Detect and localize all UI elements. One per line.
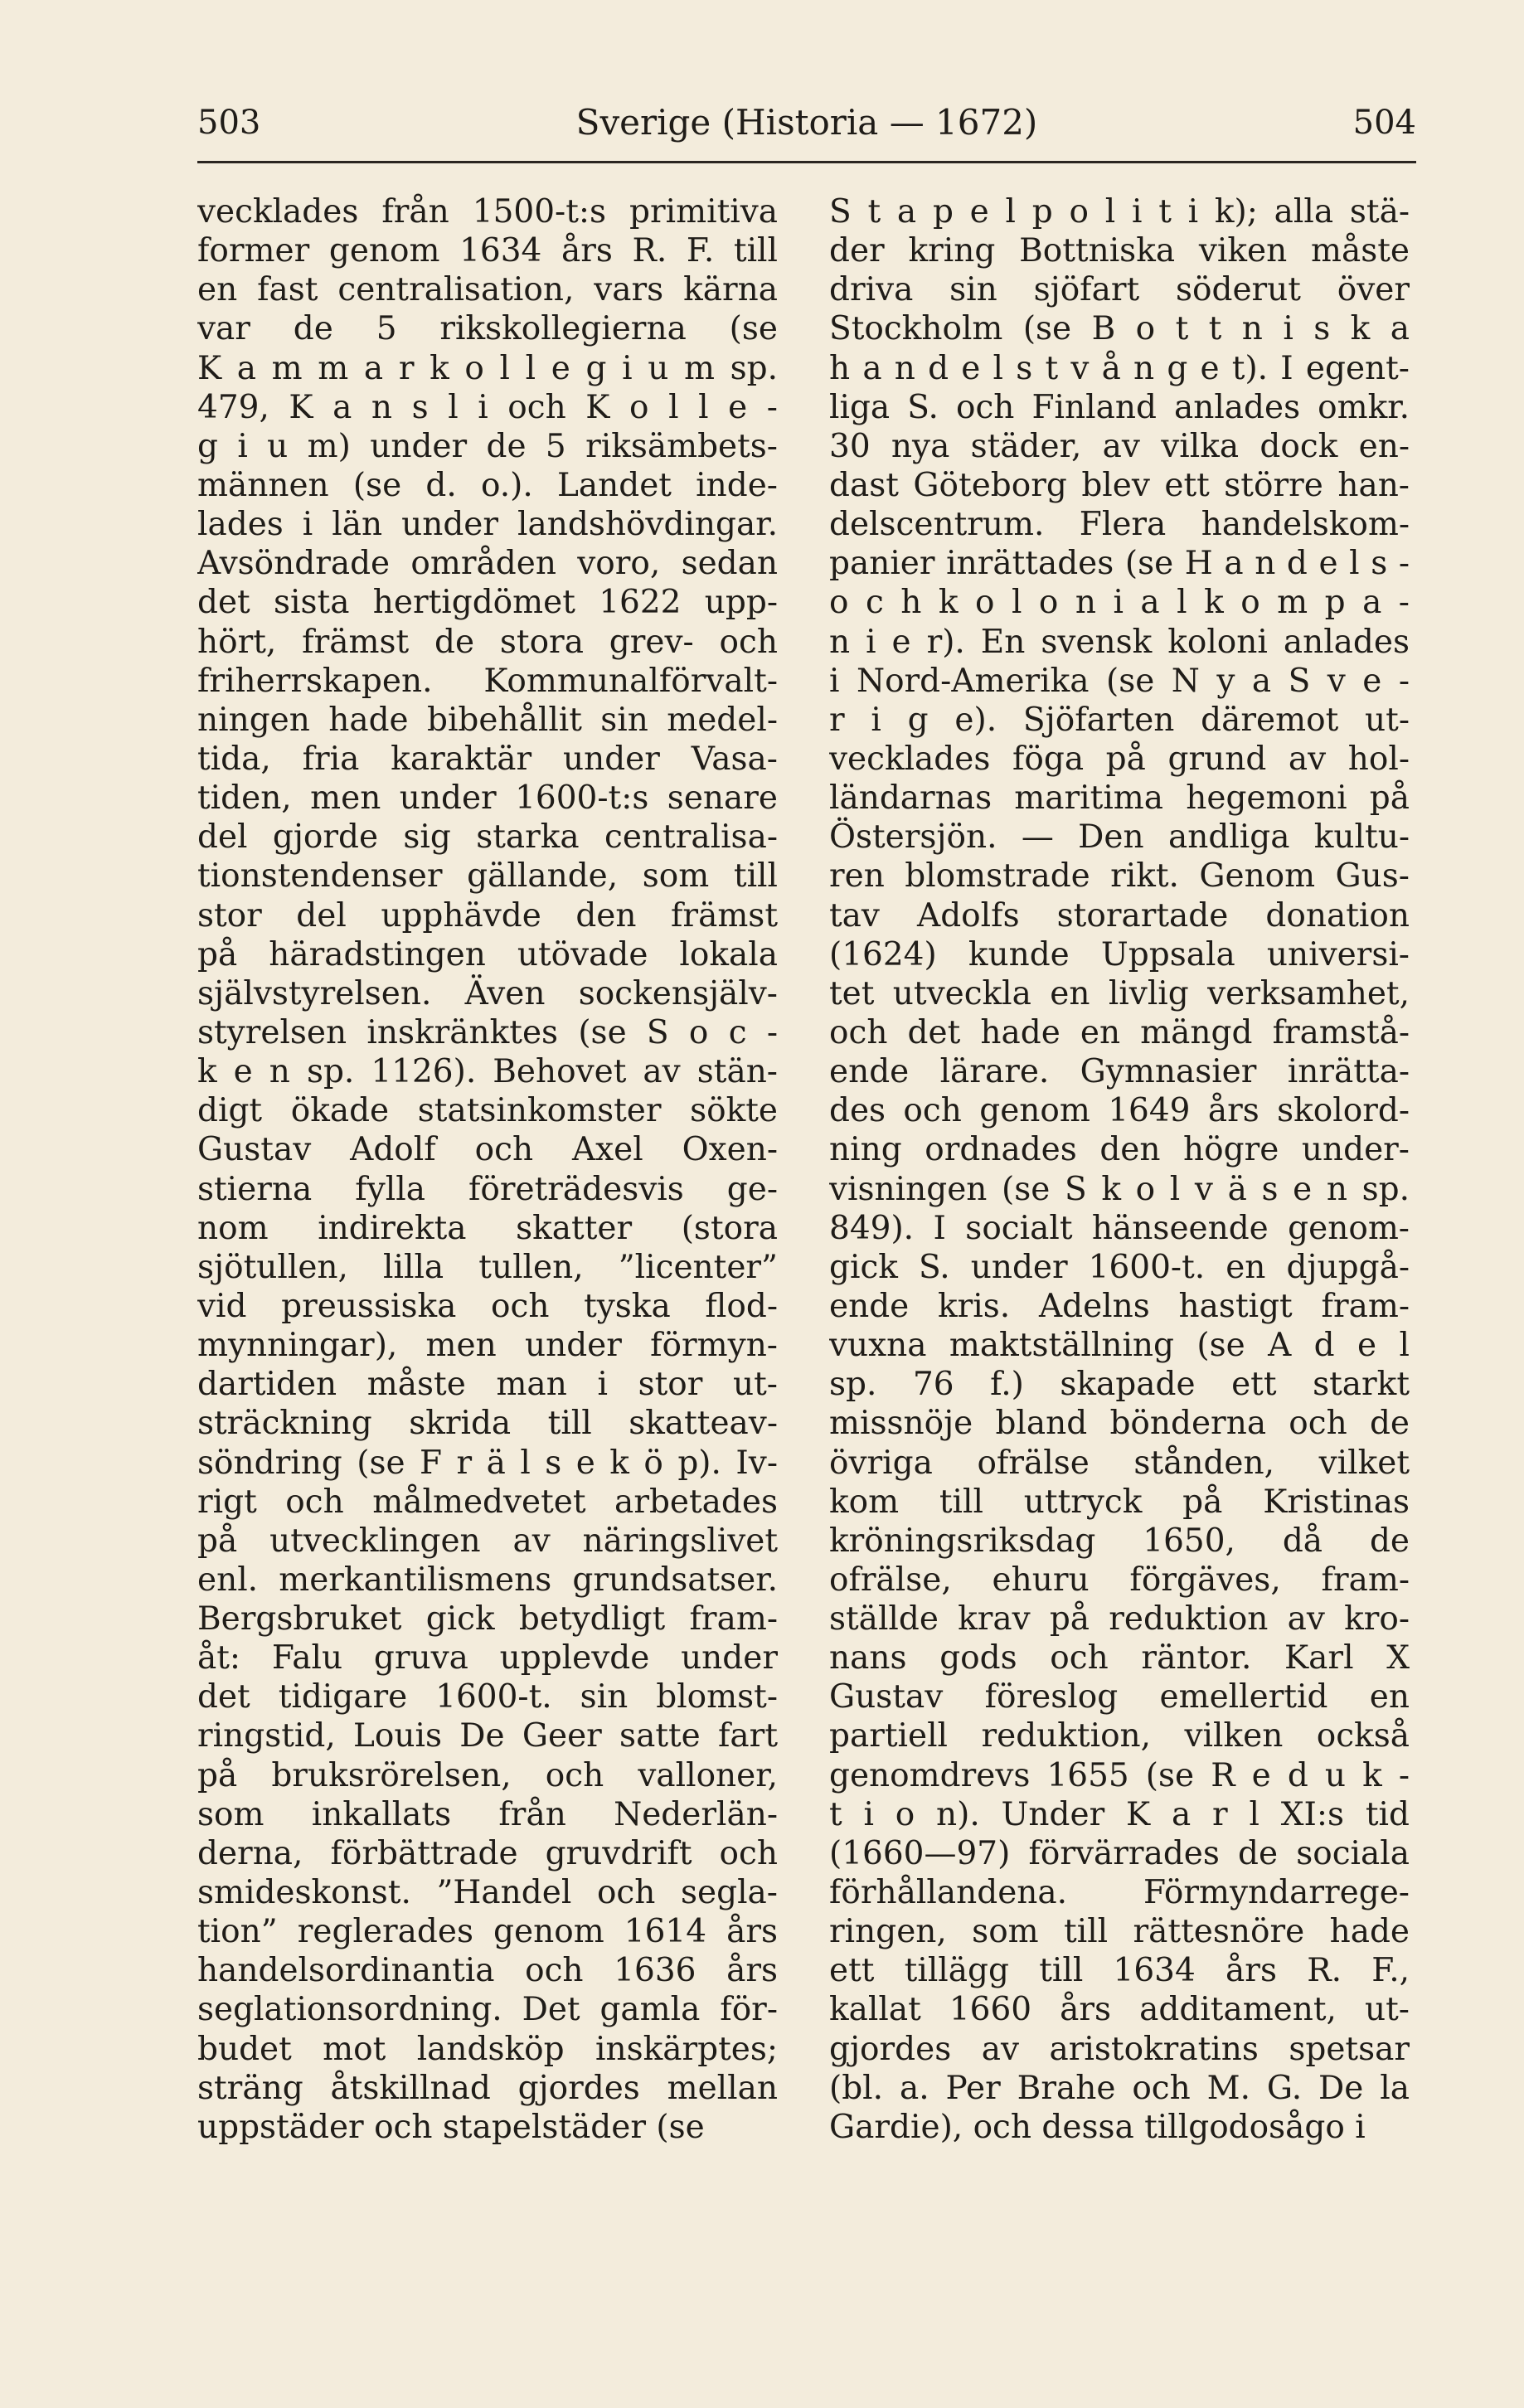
text-line: sjötullen, lilla tullen, ”licenter” bbox=[197, 1248, 778, 1286]
text-line: Östersjön. — Den andliga kultu- bbox=[829, 818, 1410, 857]
text-line: smideskonst. ”Handel och segla- bbox=[197, 1874, 778, 1912]
text-line: mynningar), men under förmyn- bbox=[197, 1327, 778, 1365]
text-line: ning ordnades den högre under- bbox=[829, 1131, 1410, 1169]
text-line: t i o n). Under K a r l XI:s tid bbox=[829, 1795, 1410, 1833]
text-line: vecklades föga på grund av hol- bbox=[829, 740, 1410, 778]
text-line: driva sin sjöfart söderut över bbox=[829, 271, 1410, 309]
text-line: Gardie), och dessa tillgodosågo i bbox=[829, 2108, 1366, 2146]
text-line: rigt och målmedvetet arbetades bbox=[197, 1483, 778, 1521]
page-number-left: 503 bbox=[197, 104, 261, 142]
text-line: Bergsbruket gick betydligt fram- bbox=[197, 1600, 778, 1639]
page-number-right: 504 bbox=[1352, 104, 1416, 142]
text-line: det tidigare 1600-t. sin blomst- bbox=[197, 1678, 778, 1716]
text-line: n i e r). En svensk koloni anlades bbox=[829, 623, 1410, 661]
text-line: kallat 1660 års additament, ut- bbox=[829, 1991, 1410, 2029]
text-line: det sista hertigdömet 1622 upp- bbox=[197, 584, 778, 622]
text-line: ningen hade bibehållit sin medel- bbox=[197, 701, 778, 739]
text-line: missnöje bland bönderna och de bbox=[829, 1405, 1410, 1443]
text-line: stierna fylla företrädesvis ge- bbox=[197, 1170, 778, 1208]
text-line: sträckning skrida till skatteav- bbox=[197, 1405, 778, 1443]
text-line: styrelsen inskränktes (se S o c - bbox=[197, 1013, 778, 1051]
text-line: o c h k o l o n i a l k o m p a - bbox=[829, 584, 1410, 622]
page-title: Sverige (Historia — 1672) bbox=[575, 102, 1038, 143]
text-line: tiden, men under 1600-t:s senare bbox=[197, 779, 778, 818]
text-line: åt: Falu gruva upplevde under bbox=[197, 1639, 778, 1677]
text-line: 30 nya städer, av vilka dock en- bbox=[829, 427, 1410, 465]
text-line: friherrskapen. Kommunalförvalt- bbox=[197, 662, 778, 700]
text-line: uppstäder och stapelstäder (se bbox=[197, 2108, 705, 2146]
text-line: g i u m) under de 5 riksämbets- bbox=[197, 427, 778, 465]
text-line: nom indirekta skatter (stora bbox=[197, 1209, 778, 1247]
text-line: dast Göteborg blev ett större han- bbox=[829, 466, 1410, 504]
text-line: Gustav Adolf och Axel Oxen- bbox=[197, 1131, 778, 1169]
text-line: på häradstingen utövade lokala bbox=[197, 935, 778, 973]
text-line: tion” reglerades genom 1614 års bbox=[197, 1913, 778, 1951]
column-right bbox=[829, 192, 1410, 2282]
text-line: självstyrelsen. Även sockensjälv- bbox=[197, 974, 778, 1012]
text-line: söndring (se F r ä l s e k ö p). Iv- bbox=[197, 1444, 778, 1482]
text-line: (1624) kunde Uppsala universi- bbox=[829, 935, 1410, 973]
text-line: des och genom 1649 års skolord- bbox=[829, 1092, 1410, 1130]
text-line: seglationsordning. Det gamla för- bbox=[197, 1991, 778, 2029]
text-line: tet utveckla en livlig verksamhet, bbox=[829, 974, 1410, 1012]
text-line: tionstendenser gällande, som till bbox=[197, 857, 778, 896]
text-line: K a m m a r k o l l e g i u m sp. bbox=[197, 349, 778, 387]
text-line: ringen, som till rättesnöre hade bbox=[829, 1913, 1410, 1951]
text-line: S t a p e l p o l i t i k); alla stä- bbox=[829, 193, 1410, 231]
text-line: budet mot landsköp inskärptes; bbox=[197, 2030, 778, 2068]
text-line: och det hade en mängd framstå- bbox=[829, 1013, 1410, 1051]
text-line: ofrälse, ehuru förgäves, fram- bbox=[829, 1561, 1410, 1599]
text-line: ringstid, Louis De Geer satte fart bbox=[197, 1717, 778, 1755]
text-line: h a n d e l s t v å n g e t). I egent- bbox=[829, 349, 1410, 387]
text-line: ländarnas maritima hegemoni på bbox=[829, 779, 1410, 818]
text-line: sträng åtskillnad gjordes mellan bbox=[197, 2069, 778, 2107]
text-line: vecklades från 1500-t:s primitiva bbox=[197, 193, 778, 231]
text-line: på utvecklingen av näringslivet bbox=[197, 1522, 778, 1560]
text-line: vuxna maktställning (se A d e l bbox=[829, 1327, 1410, 1365]
running-header bbox=[197, 98, 1416, 148]
text-line: (1660—97) förvärrades de sociala bbox=[829, 1834, 1410, 1872]
text-line: i Nord-Amerika (se N y a S v e - bbox=[829, 662, 1410, 700]
text-line: panier inrättades (se H a n d e l s - bbox=[829, 545, 1410, 583]
text-line: visningen (se S k o l v ä s e n sp. bbox=[829, 1170, 1410, 1208]
text-line: Avsöndrade områden voro, sedan bbox=[197, 545, 778, 583]
text-line: männen (se d. o.). Landet inde- bbox=[197, 466, 778, 504]
text-line: gjordes av aristokratins spetsar bbox=[829, 2030, 1410, 2068]
text-line: handelsordinantia och 1636 års bbox=[197, 1952, 778, 1990]
text-line: på bruksrörelsen, och valloner, bbox=[197, 1756, 778, 1794]
text-line: (bl. a. Per Brahe och M. G. De la bbox=[829, 2069, 1410, 2107]
text-line: genomdrevs 1655 (se R e d u k - bbox=[829, 1756, 1410, 1794]
text-line: ställde krav på reduktion av kro- bbox=[829, 1600, 1410, 1639]
text-line: r i g e). Sjöfarten däremot ut- bbox=[829, 701, 1410, 739]
column-left bbox=[197, 192, 778, 2282]
text-line: derna, förbättrade gruvdrift och bbox=[197, 1834, 778, 1872]
text-line: del gjorde sig starka centralisa- bbox=[197, 818, 778, 857]
text-line: ett tillägg till 1634 års R. F., bbox=[829, 1952, 1410, 1990]
text-line: k e n sp. 1126). Behovet av stän- bbox=[197, 1053, 778, 1091]
text-line: ende kris. Adelns hastigt fram- bbox=[829, 1287, 1410, 1325]
text-line: Gustav föreslog emellertid en bbox=[829, 1678, 1410, 1716]
header-rule bbox=[197, 161, 1416, 163]
text-line: partiell reduktion, vilken också bbox=[829, 1717, 1410, 1755]
text-line: förhållandena. Förmyndarrege- bbox=[829, 1874, 1410, 1912]
text-line: tav Adolfs storartade donation bbox=[829, 896, 1410, 935]
text-line: ren blomstrade rikt. Genom Gus- bbox=[829, 857, 1410, 896]
text-line: Stockholm (se B o t t n i s k a bbox=[829, 310, 1410, 348]
text-line: övriga ofrälse stånden, vilket bbox=[829, 1444, 1410, 1482]
text-line: former genom 1634 års R. F. till bbox=[197, 232, 778, 270]
text-line: en fast centralisation, vars kärna bbox=[197, 271, 778, 309]
text-line: tida, fria karaktär under Vasa- bbox=[197, 740, 778, 778]
text-line: kom till uttryck på Kristinas bbox=[829, 1483, 1410, 1521]
text-line: sp. 76 f.) skapade ett starkt bbox=[829, 1366, 1410, 1404]
text-line: der kring Bottniska viken måste bbox=[829, 232, 1410, 270]
text-line: 479, K a n s l i och K o l l e - bbox=[197, 388, 778, 426]
text-line: ende lärare. Gymnasier inrätta- bbox=[829, 1053, 1410, 1091]
text-line: kröningsriksdag 1650, då de bbox=[829, 1522, 1410, 1560]
text-line: som inkallats från Nederlän- bbox=[197, 1795, 778, 1833]
text-line: var de 5 rikskollegierna (se bbox=[197, 310, 778, 348]
text-line: 849). I socialt hänseende genom- bbox=[829, 1209, 1410, 1247]
text-line: delscentrum. Flera handelskom- bbox=[829, 506, 1410, 544]
text-line: stor del upphävde den främst bbox=[197, 896, 778, 935]
text-line: hört, främst de stora grev- och bbox=[197, 623, 778, 661]
text-line: liga S. och Finland anlades omkr. bbox=[829, 388, 1410, 426]
text-line: gick S. under 1600-t. en djupgå- bbox=[829, 1248, 1410, 1286]
text-line: enl. merkantilismens grundsatser. bbox=[197, 1561, 778, 1599]
text-line: dartiden måste man i stor ut- bbox=[197, 1366, 778, 1404]
text-line: vid preussiska och tyska flod- bbox=[197, 1287, 778, 1325]
text-line: digt ökade statsinkomster sökte bbox=[197, 1092, 778, 1130]
text-line: lades i län under landshövdingar. bbox=[197, 506, 778, 544]
text-line: nans gods och räntor. Karl X bbox=[829, 1639, 1410, 1677]
